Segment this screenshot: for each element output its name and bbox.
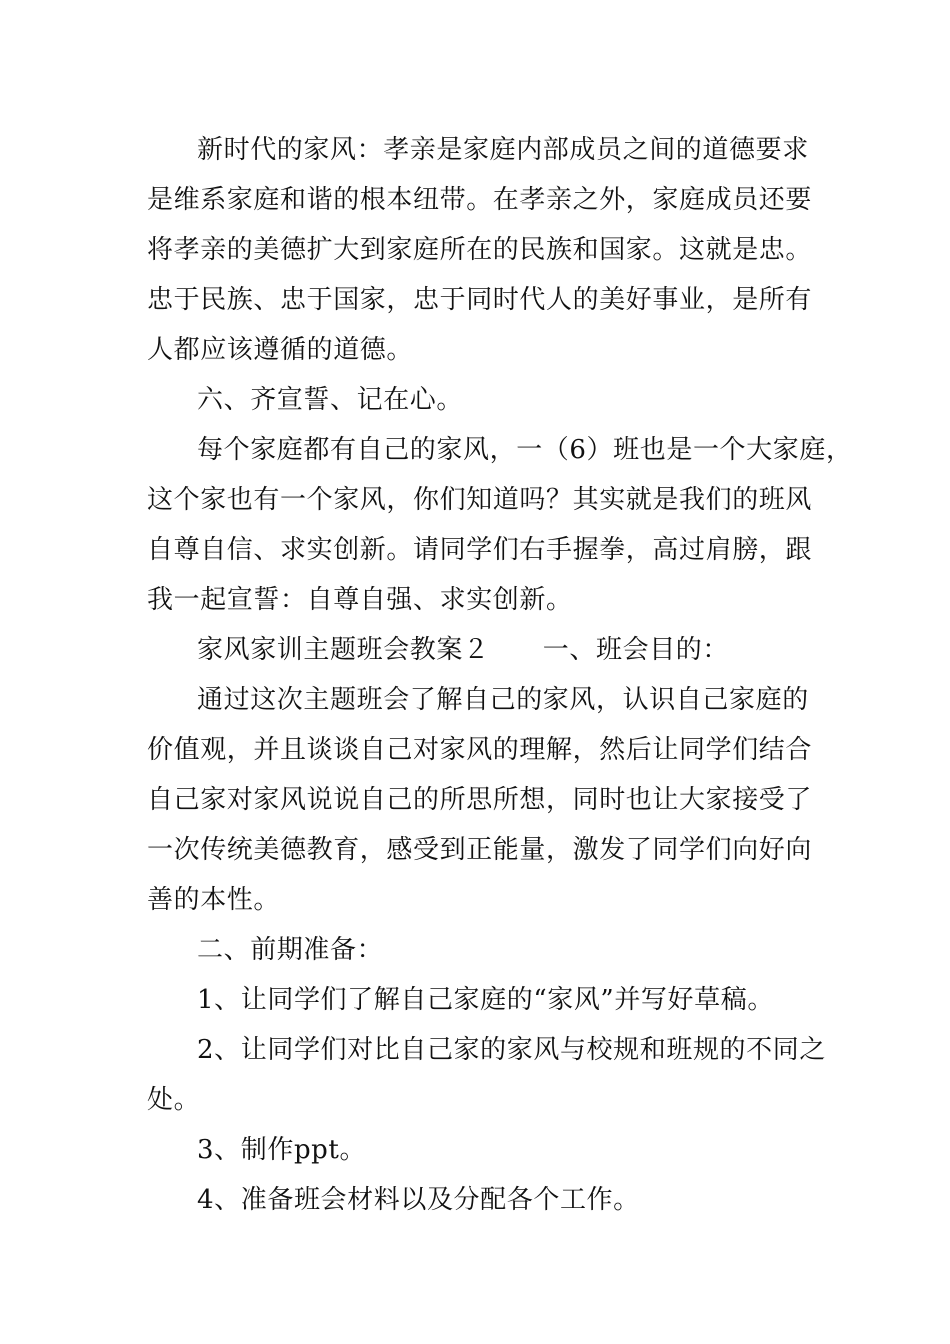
text-line: 是维系家庭和谐的根本纽带。在孝亲之外，家庭成员还要 <box>147 185 813 215</box>
text-line: 善的本性。 <box>147 885 281 915</box>
text-line: 将孝亲的美德扩大到家庭所在的民族和国家。这就是忠。 <box>147 235 813 265</box>
text-line: 自尊自信、求实创新。请同学们右手握拳，高过肩膀，跟 <box>147 535 813 565</box>
text-line: 自己家对家风说说自己的所思所想，同时也让大家接受了 <box>147 785 813 815</box>
text-line: 这个家也有一个家风，你们知道吗？其实就是我们的班风 <box>147 485 813 515</box>
section-heading: 二、前期准备： <box>197 935 384 965</box>
list-item: 4、准备班会材料以及分配各个工作。 <box>197 1185 640 1215</box>
text-line: 每个家庭都有自己的家风，一（6）班也是一个大家庭， <box>197 435 853 465</box>
list-item: 1、让同学们了解自己家庭的“家风”并写好草稿。 <box>197 985 774 1015</box>
text-line: 我一起宣誓：自尊自强、求实创新。 <box>147 585 573 615</box>
text-line: 新时代的家风：孝亲是家庭内部成员之间的道德要求 <box>197 135 809 165</box>
section-heading: 六、齐宣誓、记在心。 <box>197 385 464 415</box>
section-heading: 家风家训主题班会教案２ 一、班会目的： <box>197 635 730 665</box>
text-line: 处。 <box>147 1085 201 1115</box>
list-item: 3、制作ppt。 <box>197 1135 367 1165</box>
text-line: 价值观，并且谈谈自己对家风的理解，然后让同学们结合 <box>147 735 813 765</box>
text-line: 通过这次主题班会了解自己的家风，认识自己家庭的 <box>197 685 809 715</box>
list-item: 2、让同学们对比自己家的家风与校规和班规的不同之 <box>197 1035 826 1065</box>
text-line: 一次传统美德教育，感受到正能量，激发了同学们向好向 <box>147 835 813 865</box>
text-line: 忠于民族、忠于国家，忠于同时代人的美好事业，是所有 <box>147 285 813 315</box>
text-line: 人都应该遵循的道德。 <box>147 335 414 365</box>
